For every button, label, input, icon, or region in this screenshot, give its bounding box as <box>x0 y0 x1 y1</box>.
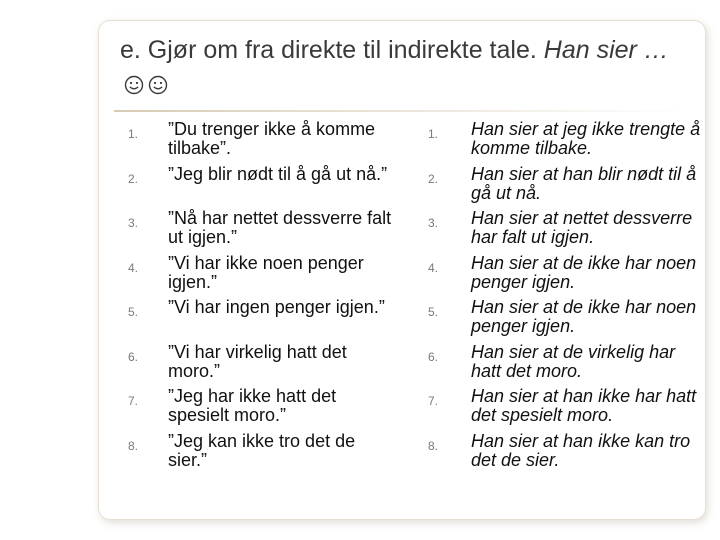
item-number: 1. <box>128 127 139 141</box>
item-number: 5. <box>128 305 139 319</box>
list-item <box>128 387 398 432</box>
item-number: 2. <box>128 171 139 186</box>
list-item <box>128 120 398 165</box>
list-item <box>428 298 708 343</box>
item-text: ”Du trenger ikke å komme tilbake”. <box>168 119 376 158</box>
item-text: ”Vi har ingen penger igjen.” <box>168 297 385 317</box>
list-item <box>128 209 398 254</box>
indirect-speech-list <box>428 120 708 476</box>
list-item <box>128 254 398 299</box>
item-text: ”Vi har ikke noen penger igjen.” <box>168 252 364 292</box>
list-item <box>128 298 398 343</box>
item-text: Han sier at han ikke kan tro det de sier. <box>471 430 691 470</box>
item-number: 8. <box>128 438 139 453</box>
item-text: Han sier at de ikke har noen penger igjen. <box>471 252 697 292</box>
list-item <box>128 432 398 477</box>
title-text: e. Gjør om fra direkte til indirekte tale. <box>120 36 544 64</box>
direct-speech-list <box>128 120 398 476</box>
item-number: 3. <box>428 216 439 230</box>
item-number: 3. <box>128 216 139 230</box>
list-item <box>428 432 708 477</box>
item-text: Han sier at de virkelig har hatt det moro. <box>471 341 676 381</box>
item-text: Han sier at de ikke har noen penger igjen. <box>471 297 697 336</box>
smiley-icon <box>148 75 168 95</box>
item-text: ”Jeg har ikke hatt det spesielt moro.” <box>168 386 337 425</box>
item-number: 6. <box>428 349 439 364</box>
smiley-icon <box>124 75 144 95</box>
title-divider <box>114 110 688 112</box>
item-text: ”Jeg blir nødt til å gå ut nå.” <box>168 163 388 184</box>
item-number: 7. <box>428 394 439 408</box>
item-number: 5. <box>428 305 439 319</box>
item-text: Han sier at nettet dessverre har falt ut igjen. <box>471 208 693 247</box>
list-item <box>428 343 708 388</box>
item-number: 4. <box>128 260 139 275</box>
list-item <box>428 387 708 432</box>
item-number: 8. <box>428 438 439 453</box>
list-item <box>428 209 708 254</box>
item-number: 1. <box>428 127 439 141</box>
item-text: ”Vi har virkelig hatt det moro.” <box>168 341 347 381</box>
slide-title <box>120 34 680 100</box>
item-number: 7. <box>128 394 139 408</box>
item-number: 4. <box>428 260 439 275</box>
list-item <box>428 254 708 299</box>
item-text: ”Nå har nettet dessverre falt ut igjen.” <box>168 208 392 247</box>
item-text: ”Jeg kan ikke tro det de sier.” <box>168 430 356 470</box>
list-item <box>128 165 398 210</box>
title-italic-text: Han sier … <box>543 36 669 64</box>
item-text: Han sier at han ikke har hatt det spesielt moro. <box>471 386 697 425</box>
list-item <box>128 343 398 388</box>
list-item <box>428 165 708 210</box>
item-number: 6. <box>128 349 139 364</box>
item-text: Han sier at jeg ikke trengte å komme tilbake. <box>471 119 701 158</box>
list-item <box>428 120 708 165</box>
item-number: 2. <box>428 171 439 186</box>
item-text: Han sier at han blir nødt til å gå ut nå. <box>471 163 697 203</box>
